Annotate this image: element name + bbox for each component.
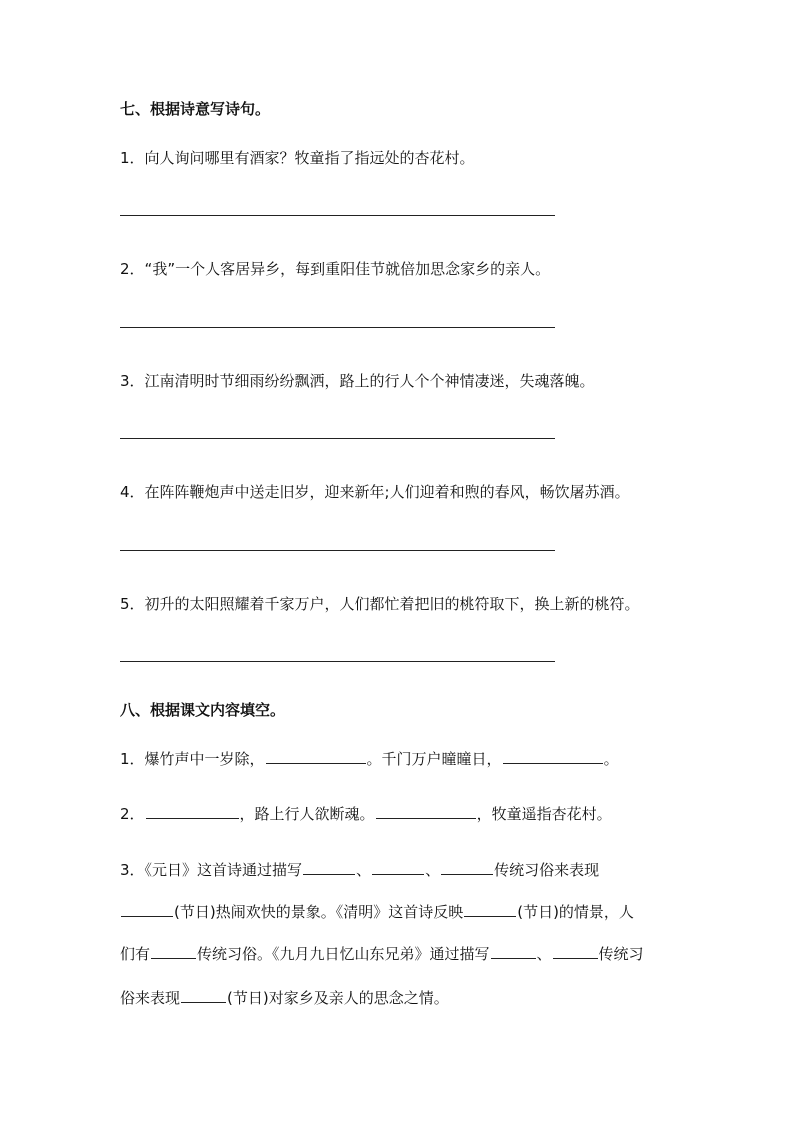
section7-item-5: 5．初升的太阳照耀着千家万户，人们都忙着把旧的桃符取下，换上新的桃符。 <box>120 595 640 613</box>
q1-text-c: 。 <box>603 750 619 768</box>
fill-blank[interactable] <box>121 915 173 917</box>
section8-question-1 <box>120 748 619 769</box>
q3-text: (节日)对家乡及亲人的思念之情。 <box>227 989 449 1007</box>
q3-text: 、 <box>536 945 552 963</box>
q3-text: 俗来表现 <box>120 989 181 1007</box>
answer-line-5[interactable] <box>120 661 555 662</box>
section7-item-4: 4．在阵阵鞭炮声中送走旧岁，迎来新年;人们迎着和煦的春风，畅饮屠苏酒。 <box>120 483 630 501</box>
fill-blank[interactable] <box>441 873 493 875</box>
answer-line-4[interactable] <box>120 550 555 551</box>
q3-text: (节日)的情景，人 <box>517 903 634 921</box>
q3-text: 、 <box>356 861 372 879</box>
q3-text: 、 <box>425 861 441 879</box>
section7-item-2: 2．“我”一个人客居异乡，每到重阳佳节就倍加思念家乡的亲人。 <box>120 260 551 278</box>
section7-item-1: 1．向人询问哪里有酒家？牧童指了指远处的杏花村。 <box>120 149 475 167</box>
q2-text-c: ，牧童遥指杏花村。 <box>476 805 612 823</box>
q3-text: 3．《元日》这首诗通过描写 <box>120 861 303 879</box>
answer-line-2[interactable] <box>120 327 555 328</box>
q3-text: 传统习俗来表现 <box>494 861 600 879</box>
fill-blank[interactable] <box>146 817 239 819</box>
q2-text-a: 2． <box>120 805 145 823</box>
fill-blank[interactable] <box>553 957 598 959</box>
q3-text: 传统习 <box>598 945 644 963</box>
fill-blank[interactable] <box>503 762 603 764</box>
section8-title: 八、根据课文内容填空。 <box>120 701 286 719</box>
fill-blank[interactable] <box>372 873 424 875</box>
q1-text-a: 1．爆竹声中一岁除， <box>120 750 265 768</box>
section8-question-3-line-4 <box>120 987 449 1008</box>
fill-blank[interactable] <box>376 817 476 819</box>
q1-text-b: 。千门万户曈曈日， <box>366 750 502 768</box>
fill-blank[interactable] <box>491 957 536 959</box>
q3-text: (节日)热闹欢快的景象。《清明》这首诗反映 <box>174 903 464 921</box>
fill-blank[interactable] <box>151 957 196 959</box>
section8-question-3-line-2 <box>120 901 634 922</box>
answer-line-3[interactable] <box>120 438 555 439</box>
q2-text-b: ，路上行人欲断魂。 <box>239 805 375 823</box>
fill-blank[interactable] <box>303 873 355 875</box>
fill-blank[interactable] <box>181 1001 226 1003</box>
answer-line-1[interactable] <box>120 215 555 216</box>
section7-title: 七、根据诗意写诗句。 <box>120 100 271 118</box>
section8-question-2 <box>120 803 612 824</box>
section8-question-3-line-1 <box>120 859 599 880</box>
q3-text: 传统习俗。《九月九日忆山东兄弟》通过描写 <box>197 945 490 963</box>
section7-item-3: 3．江南清明时节细雨纷纷飘洒，路上的行人个个神情凄迷，失魂落魄。 <box>120 372 595 390</box>
q3-text: 们有 <box>120 945 151 963</box>
section8-question-3-line-3 <box>120 943 644 964</box>
fill-blank[interactable] <box>266 762 366 764</box>
fill-blank[interactable] <box>464 915 516 917</box>
